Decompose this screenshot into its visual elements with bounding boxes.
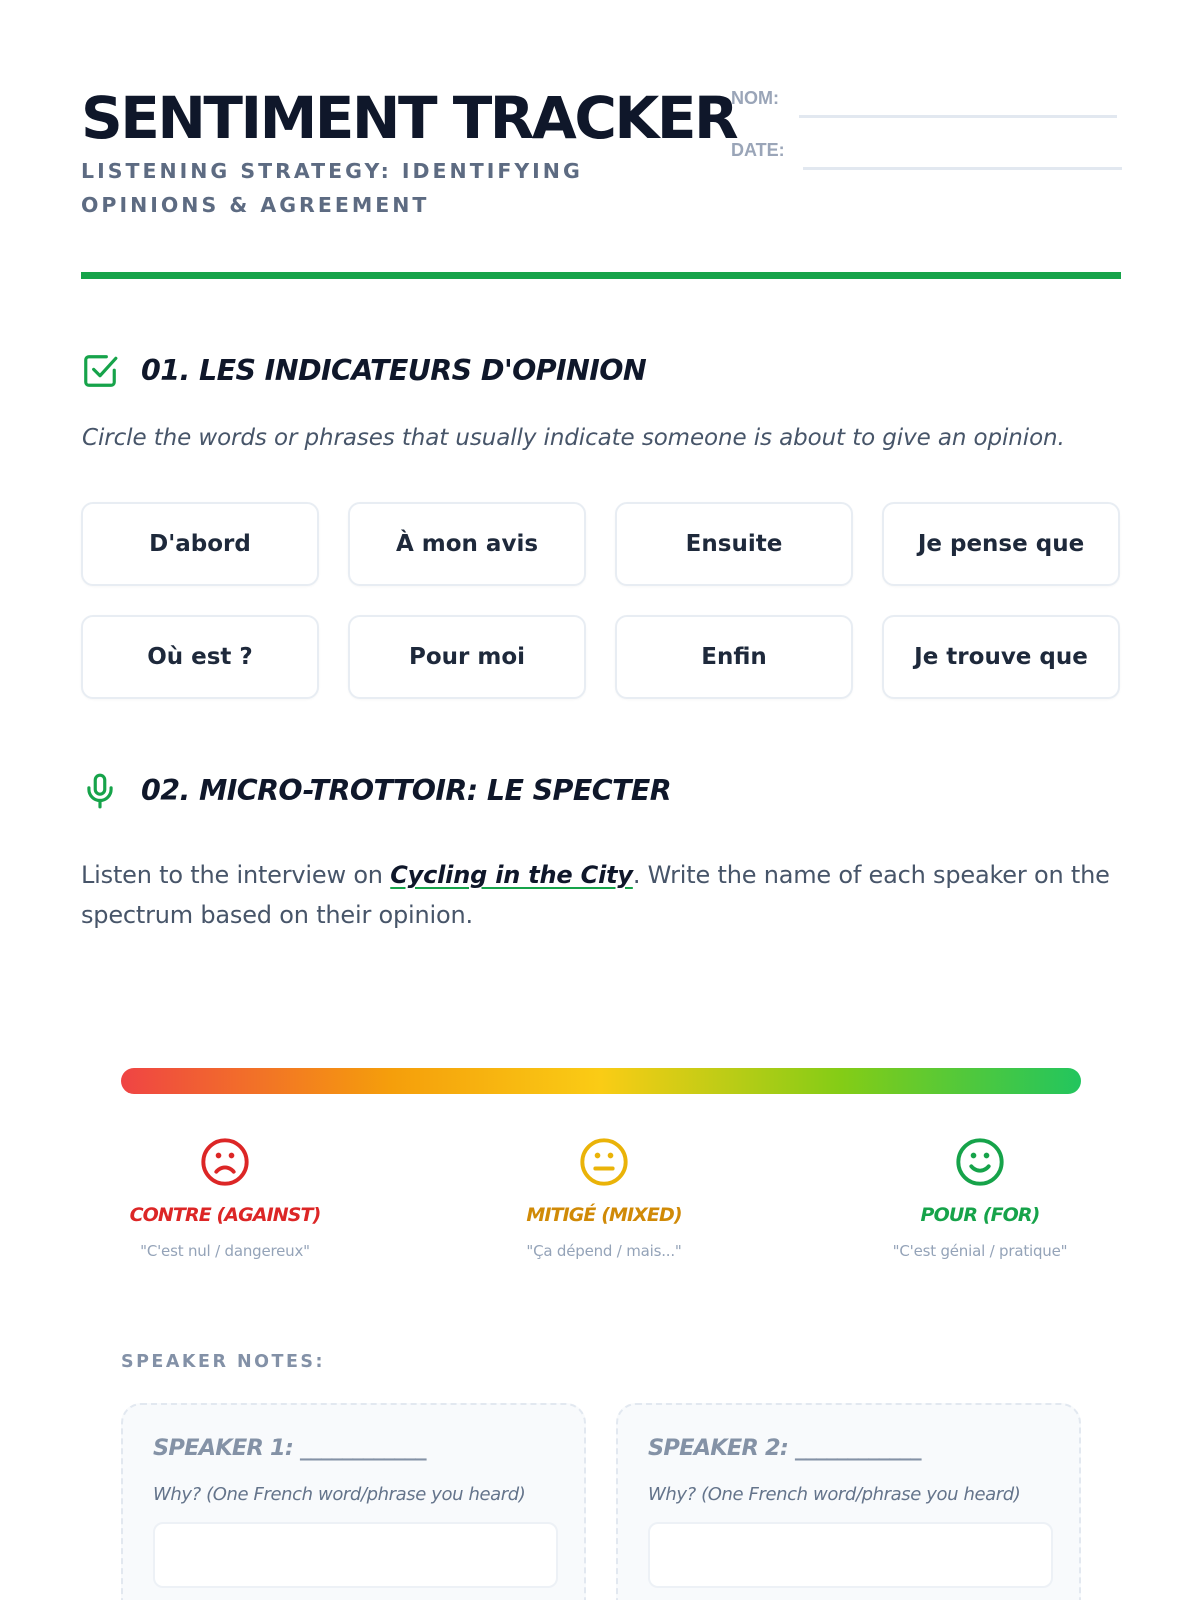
- speaker-prompt: Why? (One French word/phrase you heard): [648, 1484, 1021, 1505]
- instruction-text: Listen to the interview on: [81, 861, 391, 889]
- speaker-prompt: Why? (One French word/phrase you heard): [153, 1484, 526, 1505]
- topic-title: Cycling in the City: [390, 861, 633, 889]
- happy-face-icon: [954, 1136, 1006, 1188]
- section-1-heading: [81, 350, 1121, 394]
- microphone-icon: [81, 772, 119, 810]
- pole-quote: "Ça dépend / mais...": [526, 1242, 682, 1260]
- name-field[interactable]: [799, 115, 1117, 118]
- pole-label: CONTRE (AGAINST): [129, 1204, 321, 1226]
- sentiment-spectrum-bar: [121, 1068, 1081, 1094]
- name-row: [731, 88, 1121, 118]
- pole-for: [830, 1136, 1130, 1260]
- name-label: NOM:: [731, 88, 779, 108]
- pole-quote: "C'est génial / pratique": [892, 1242, 1068, 1260]
- page-title: SENTIMENT TRACKER: [81, 84, 737, 152]
- section-2-heading: [81, 770, 1121, 814]
- header-divider: [81, 272, 1121, 279]
- pole-quote: "C'est nul / dangereux": [140, 1242, 310, 1260]
- pole-label: MITIGÉ (MIXED): [526, 1204, 682, 1226]
- instruction-text: . Write the name of each speaker on the spectrum based on their opinion.: [81, 861, 1110, 929]
- speaker-notes-label: SPEAKER NOTES:: [121, 1352, 326, 1372]
- phrase-chip[interactable]: D'abord: [81, 502, 319, 586]
- pole-label: POUR (FOR): [920, 1204, 1040, 1226]
- pole-against: [75, 1136, 375, 1260]
- checkbox-check-icon: [81, 352, 119, 390]
- speaker-title: SPEAKER 1: ____________: [153, 1435, 426, 1461]
- date-field[interactable]: [803, 167, 1122, 170]
- pole-mixed: [454, 1136, 754, 1260]
- page-subtitle: LISTENING STRATEGY: IDENTIFYING OPINIONS & AGREEMENT: [81, 159, 583, 217]
- worksheet-header: [81, 80, 1121, 280]
- phrase-chip[interactable]: Enfin: [615, 615, 853, 699]
- section-2-title: 02. MICRO-TROTTOIR: LE SPECTER: [141, 774, 672, 807]
- section-1-instruction: Circle the words or phrases that usually indicate someone is about to give an opinion.: [82, 425, 1065, 451]
- sad-face-icon: [199, 1136, 251, 1188]
- phrase-chip[interactable]: Je trouve que: [882, 615, 1120, 699]
- phrase-chip[interactable]: Je pense que: [882, 502, 1120, 586]
- neutral-face-icon: [578, 1136, 630, 1188]
- phrase-chip[interactable]: Pour moi: [348, 615, 586, 699]
- date-row: [731, 140, 1121, 170]
- speaker-answer-field[interactable]: [153, 1522, 558, 1588]
- section-1-title: 01. LES INDICATEURS D'OPINION: [141, 354, 647, 387]
- phrase-chip[interactable]: À mon avis: [348, 502, 586, 586]
- speaker-answer-field[interactable]: [648, 1522, 1053, 1588]
- speaker-title: SPEAKER 2: ____________: [648, 1435, 921, 1461]
- date-label: DATE:: [731, 140, 785, 160]
- phrase-chip[interactable]: Où est ?: [81, 615, 319, 699]
- speaker-card: [616, 1403, 1081, 1600]
- phrase-grid: [81, 502, 1121, 699]
- speaker-card: [121, 1403, 586, 1600]
- section-2-instruction: [81, 855, 1121, 935]
- phrase-chip[interactable]: Ensuite: [615, 502, 853, 586]
